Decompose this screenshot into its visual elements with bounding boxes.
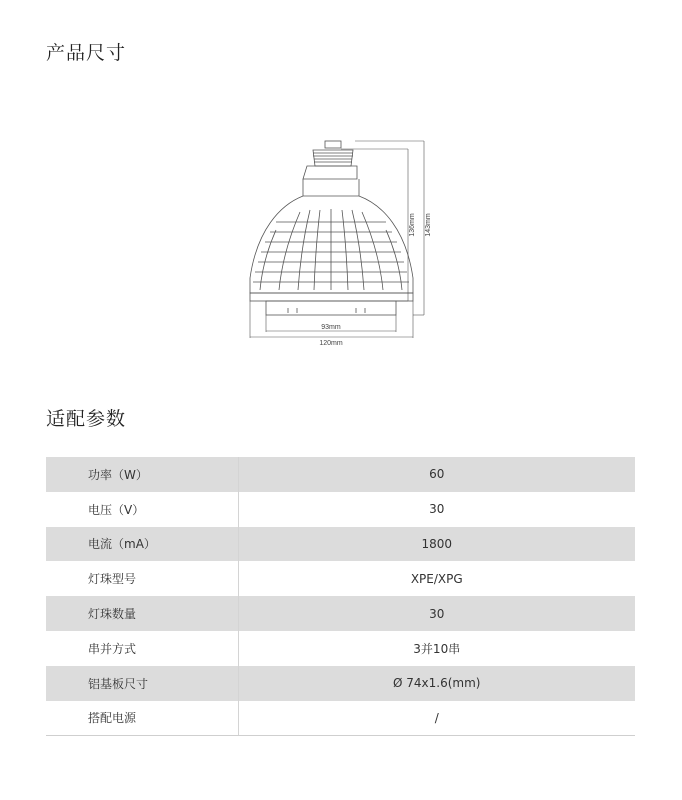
section-title-parameters: 适配参数	[46, 408, 127, 430]
lamp-screw-base	[313, 141, 353, 166]
param-value: 1800	[238, 527, 635, 562]
param-label: 搭配电源	[46, 701, 238, 736]
param-value: 30	[238, 596, 635, 631]
lamp-shade	[250, 196, 413, 293]
dim-label-143mm: 143mm	[425, 213, 432, 237]
table-row	[46, 701, 635, 736]
param-label: 电流（mA）	[46, 527, 238, 562]
section-title-product-size: 产品尺寸	[46, 42, 127, 64]
parameters-table-body	[46, 457, 635, 736]
table-row	[46, 457, 635, 492]
table-row	[46, 492, 635, 527]
param-value: Ø 74x1.6(mm)	[238, 666, 635, 701]
table-row	[46, 527, 635, 562]
param-label: 铝基板尺寸	[46, 666, 238, 701]
param-label: 灯珠数量	[46, 596, 238, 631]
param-label: 电压（V）	[46, 492, 238, 527]
param-value: 30	[238, 492, 635, 527]
param-value: XPE/XPG	[238, 561, 635, 596]
param-label: 串并方式	[46, 631, 238, 666]
dimension-lines	[250, 141, 424, 338]
table-row	[46, 596, 635, 631]
lamp-neck	[303, 166, 359, 196]
param-label: 灯珠型号	[46, 561, 238, 596]
parameters-table	[46, 457, 635, 736]
param-value: 3并10串	[238, 631, 635, 666]
table-row	[46, 631, 635, 666]
dim-label-93mm: 93mm	[321, 324, 341, 331]
param-label: 功率（W）	[46, 457, 238, 492]
lamp-drawing	[250, 141, 413, 315]
dim-label-136mm: 136mm	[409, 213, 416, 237]
lamp-base-plate	[250, 293, 413, 315]
param-value: /	[238, 701, 635, 736]
table-row	[46, 561, 635, 596]
param-value: 60	[238, 457, 635, 492]
table-row	[46, 666, 635, 701]
dim-label-120mm: 120mm	[319, 340, 343, 347]
